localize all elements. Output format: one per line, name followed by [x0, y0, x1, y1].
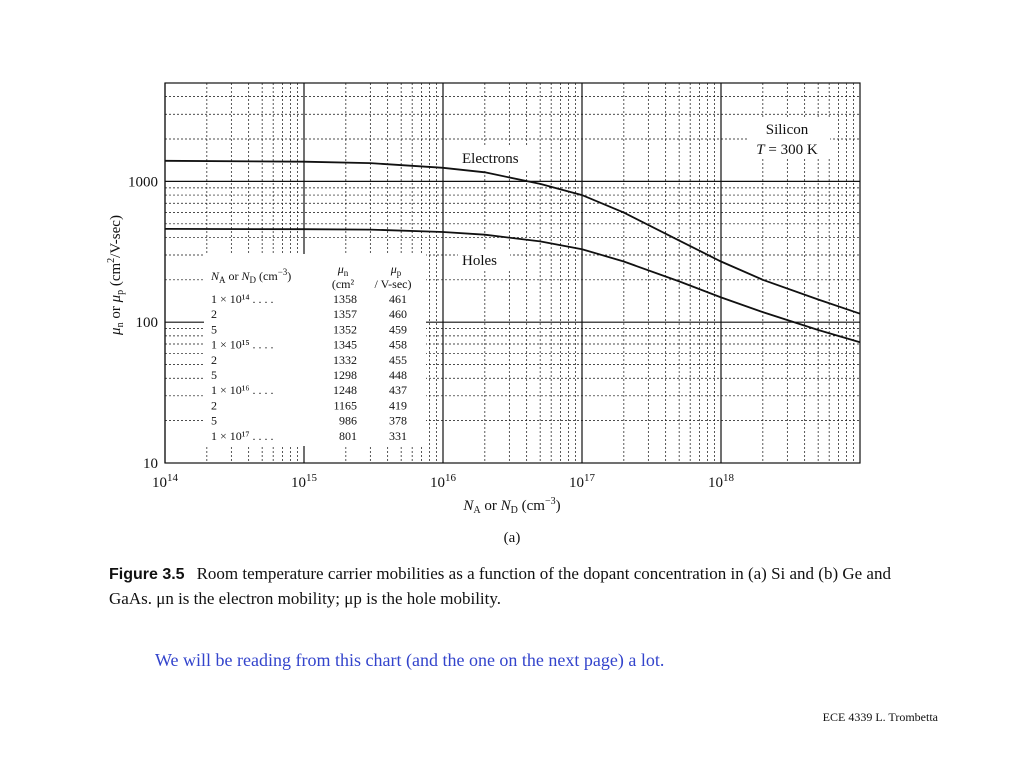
table-subheader-units: (cm² — [331, 277, 355, 291]
material-label: Silicon — [765, 122, 809, 138]
table-cell-concentration: 2 — [211, 398, 217, 413]
figure-caption-text: Room temperature carrier mobilities as a function of the dopant concentration in (a) Si and (b) Ge and GaAs. μn is the electron mobility; μp is the hole mobility. — [109, 564, 891, 608]
table-cell-mu-n: 986 — [339, 413, 357, 428]
table-cell-concentration: 1 × 10¹⁷ . . . . — [211, 428, 274, 443]
subplot-label: (a) — [503, 530, 521, 546]
figure-label: Figure 3.5 — [109, 566, 185, 583]
table-cell-concentration: 2 — [211, 352, 217, 367]
table-cell-mu-p: 448 — [389, 368, 407, 382]
table-cell-mu-p: 460 — [389, 307, 407, 322]
x-tick-label: $10^{15}$ — [291, 472, 317, 491]
table-cell-mu-p: 437 — [389, 383, 407, 398]
x-tick-label: $10^{16}$ — [430, 472, 456, 491]
series-label-electrons: Electrons — [462, 151, 519, 167]
table-cell-mu-p: 458 — [389, 337, 407, 352]
x-axis-label: $N_A$ or $N_D$ $(cm^{-3})$ — [463, 496, 561, 516]
table-header-concentration: $N_A$ or $N_D$ $(cm^{-3})$ — [211, 267, 292, 285]
table-cell-mu-n: 1332 — [333, 352, 357, 367]
table-cell-mu-n: 801 — [339, 428, 357, 443]
y-tick-label: 100 — [135, 315, 158, 332]
table-cell-mu-n: 1357 — [333, 307, 357, 322]
table-cell-mu-n: 1352 — [333, 322, 357, 337]
table-cell-mu-p: 461 — [389, 292, 407, 306]
y-tick-label: 10 — [143, 456, 158, 472]
table-header-mu-n: $\mu_n$ — [337, 262, 349, 278]
slide-footer: ECE 4339 L. Trombetta — [822, 710, 938, 724]
table-cell-concentration: 5 — [211, 413, 217, 428]
y-tick-label: 1000 — [128, 174, 158, 191]
series-label-holes: Holes — [462, 253, 497, 269]
table-cell-concentration: 5 — [211, 368, 217, 382]
table-cell-mu-p: 459 — [389, 322, 407, 337]
table-cell-mu-n: 1358 — [333, 292, 357, 306]
table-cell-mu-n: 1298 — [333, 368, 357, 382]
table-cell-concentration: 1 × 10¹⁴ . . . . — [211, 292, 274, 306]
table-cell-mu-n: 1165 — [333, 398, 357, 413]
figure-caption — [109, 562, 909, 611]
table-cell-mu-p: 419 — [389, 398, 407, 413]
table-cell-concentration: 2 — [211, 307, 217, 322]
table-cell-mu-p: 378 — [389, 413, 407, 428]
table-subheader-units: / V-sec) — [374, 277, 412, 291]
y-axis-label: $\mu_n$ or $\mu_p$ $(cm^2/V-\sec)$ — [106, 215, 126, 335]
slide-note: We will be reading from this chart (and the one on the next page) a lot. — [155, 650, 665, 670]
table-header-mu-p: $\mu_p$ — [390, 262, 402, 278]
table-cell-mu-n: 1248 — [333, 383, 357, 398]
x-tick-label: $10^{18}$ — [708, 472, 734, 491]
table-cell-concentration: 5 — [211, 322, 217, 337]
table-cell-mu-p: 331 — [389, 428, 407, 443]
x-tick-label: $10^{17}$ — [569, 472, 595, 491]
temperature-label: T = 300 K — [756, 142, 818, 158]
table-cell-concentration: 1 × 10¹⁶ . . . . — [211, 383, 274, 398]
table-cell-mu-n: 1345 — [333, 337, 357, 352]
x-tick-label: $10^{14}$ — [152, 472, 178, 491]
table-cell-mu-p: 455 — [389, 352, 407, 367]
table-cell-concentration: 1 × 10¹⁵ . . . . — [211, 337, 274, 352]
